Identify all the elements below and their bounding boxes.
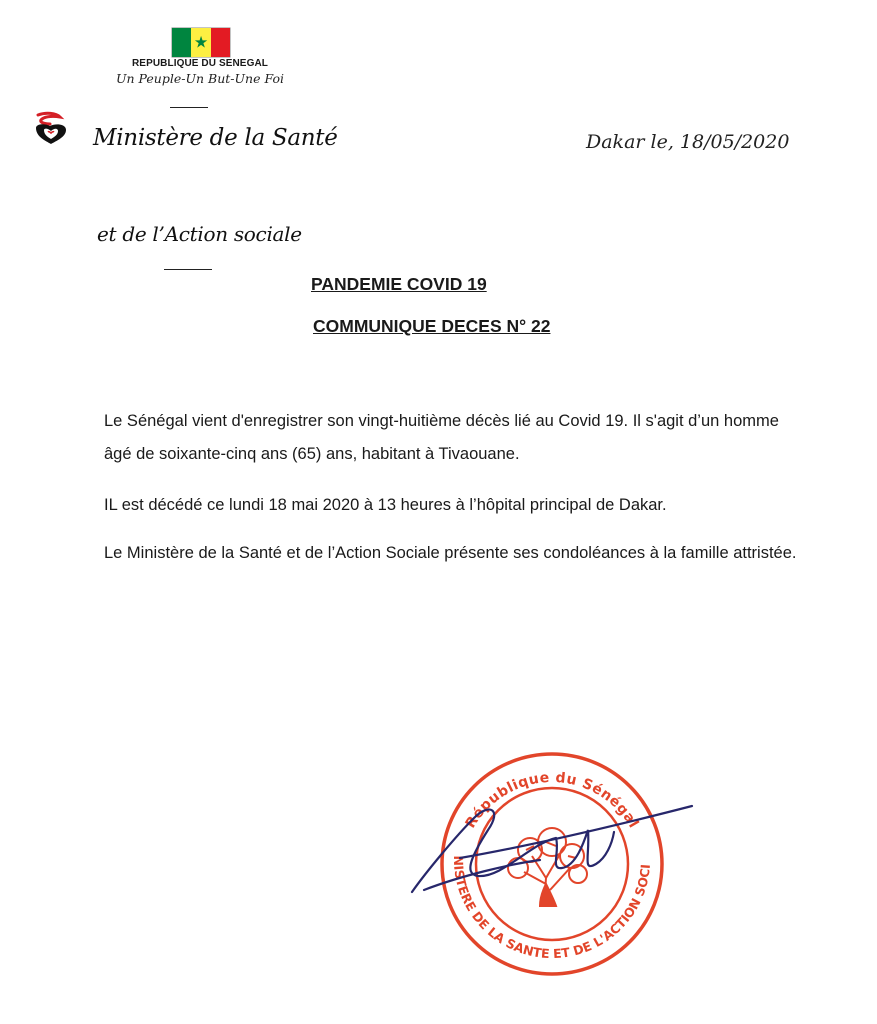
paragraph-1: Le Sénégal vient d'enregistrer son vingt-huitième décès lié au Covid 19. Il s'agit d’un homme âgé de soixante-cinq ans (65) ans, habitant à Tivaouane. <box>104 412 779 463</box>
senegal-flag <box>172 28 230 57</box>
stamp-circle <box>442 754 662 974</box>
ministry-logo-icon <box>30 112 72 146</box>
stamp-top-text: République du Sénégal <box>462 769 642 832</box>
official-stamp <box>393 748 720 1000</box>
paragraph-2: IL est décédé ce lundi 18 mai 2020 à 13 heures à l’hôpital principal de Dakar. <box>104 496 667 514</box>
paragraph-3: Le Ministère de la Santé et de l’Action Sociale présente ses condoléances à la famille attristée. <box>104 544 797 562</box>
ministry-name-line1: Ministère de la Santé <box>93 125 338 151</box>
country-name: REPUBLIQUE DU SENEGAL <box>131 58 268 69</box>
green-star-icon: ★ <box>193 32 209 52</box>
stamp-bottom-text: MINISTERE DE LA SANTE ET DE L'ACTION SOCIALE <box>393 748 653 962</box>
national-motto: Un Peuple-Un But-Une Foi <box>116 71 284 86</box>
communique-title: PANDEMIE COVID 19 <box>311 274 487 294</box>
flag-band-yellow <box>191 28 210 57</box>
divider <box>170 107 208 108</box>
communique-subtitle: COMMUNIQUE DECES N° 22 <box>313 316 551 336</box>
date-line: Dakar le, 18/05/2020 <box>586 131 790 153</box>
flag-band-red <box>211 28 230 57</box>
ministry-name-line2: et de l’Action sociale <box>97 222 302 246</box>
flag-band-green <box>172 28 191 57</box>
divider <box>164 269 212 270</box>
